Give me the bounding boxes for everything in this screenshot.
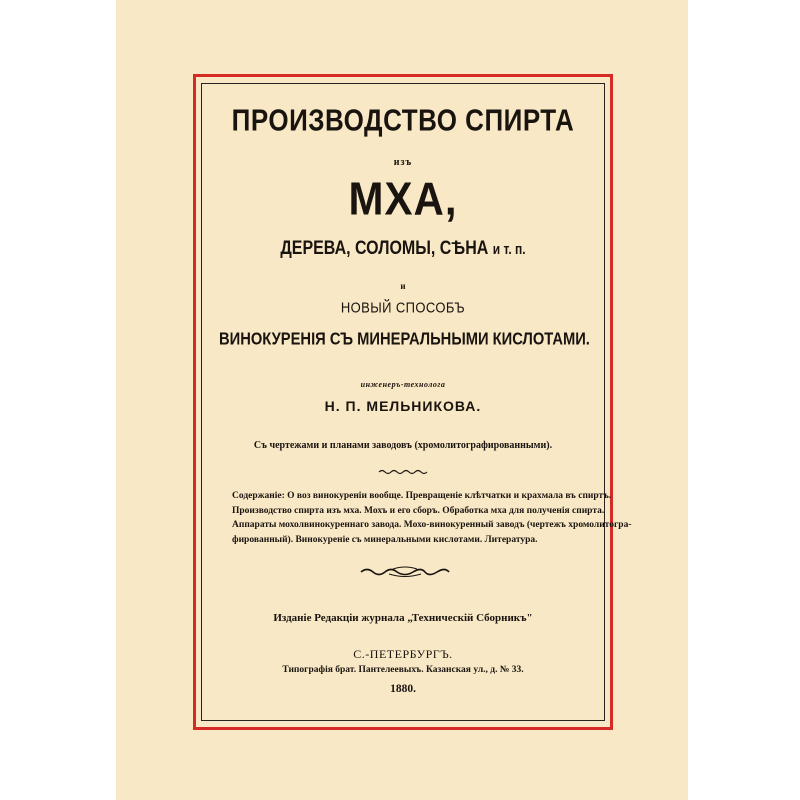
contents-line: Содержаніе: О воз винокуреніи вообще. Превращеніе клѣтчатки и крахмала въ спиртъ. — [232, 491, 612, 501]
ornament-divider — [359, 565, 451, 579]
conjunction-and: и — [400, 281, 406, 291]
small-wave-divider — [378, 468, 428, 476]
materials-tail: и т. п. — [492, 240, 526, 258]
title-page-content — [203, 85, 632, 719]
materials-line — [203, 238, 603, 260]
publication-year: 1880. — [390, 683, 416, 695]
city: С.-ПЕТЕРБУРГЪ. — [353, 647, 453, 661]
printer-line: Типографія брат. Пантелеевыхъ. Казанская ул., д. № 33. — [282, 665, 524, 675]
contents-block — [232, 489, 632, 547]
preposition-from: изъ — [393, 157, 413, 168]
drawings-note: Съ чертежами и планами заводовъ (хромолитографированными). — [253, 440, 553, 451]
book-title: ПРОИЗВОДСТВО СПИРТА — [231, 102, 575, 138]
author-name: Н. П. МЕЛЬНИКОВА. — [324, 398, 482, 414]
author-prefix: инженеръ-технолога — [360, 380, 446, 389]
new-method-line: НОВЫЙ СПОСОБЪ — [340, 298, 466, 317]
contents-line: Производство спирта изъ мха. Мохъ и его сборъ. Обработка мха для полученія спирта. — [232, 505, 605, 516]
publisher-line: Изданіе Редакціи журнала „Техническій Сборникъ" — [273, 612, 533, 624]
materials-text: ДЕРЕВА, СОЛОМЫ, СѢНА — [280, 238, 489, 259]
distilling-line: ВИНОКУРЕНІЯ СЪ МИНЕРАЛЬНЫМИ КИСЛОТАМИ. — [219, 330, 590, 349]
contents-line: фированный). Винокуреніе съ минеральными кислотами. Литература. — [232, 534, 538, 545]
main-word: МХА, — [348, 172, 458, 225]
book-cover — [116, 0, 688, 800]
contents-line: Аппараты мохолвинокуреннаго завода. Мохо-винокуренный заводъ (чертежъ хромолитогра- — [232, 520, 632, 530]
